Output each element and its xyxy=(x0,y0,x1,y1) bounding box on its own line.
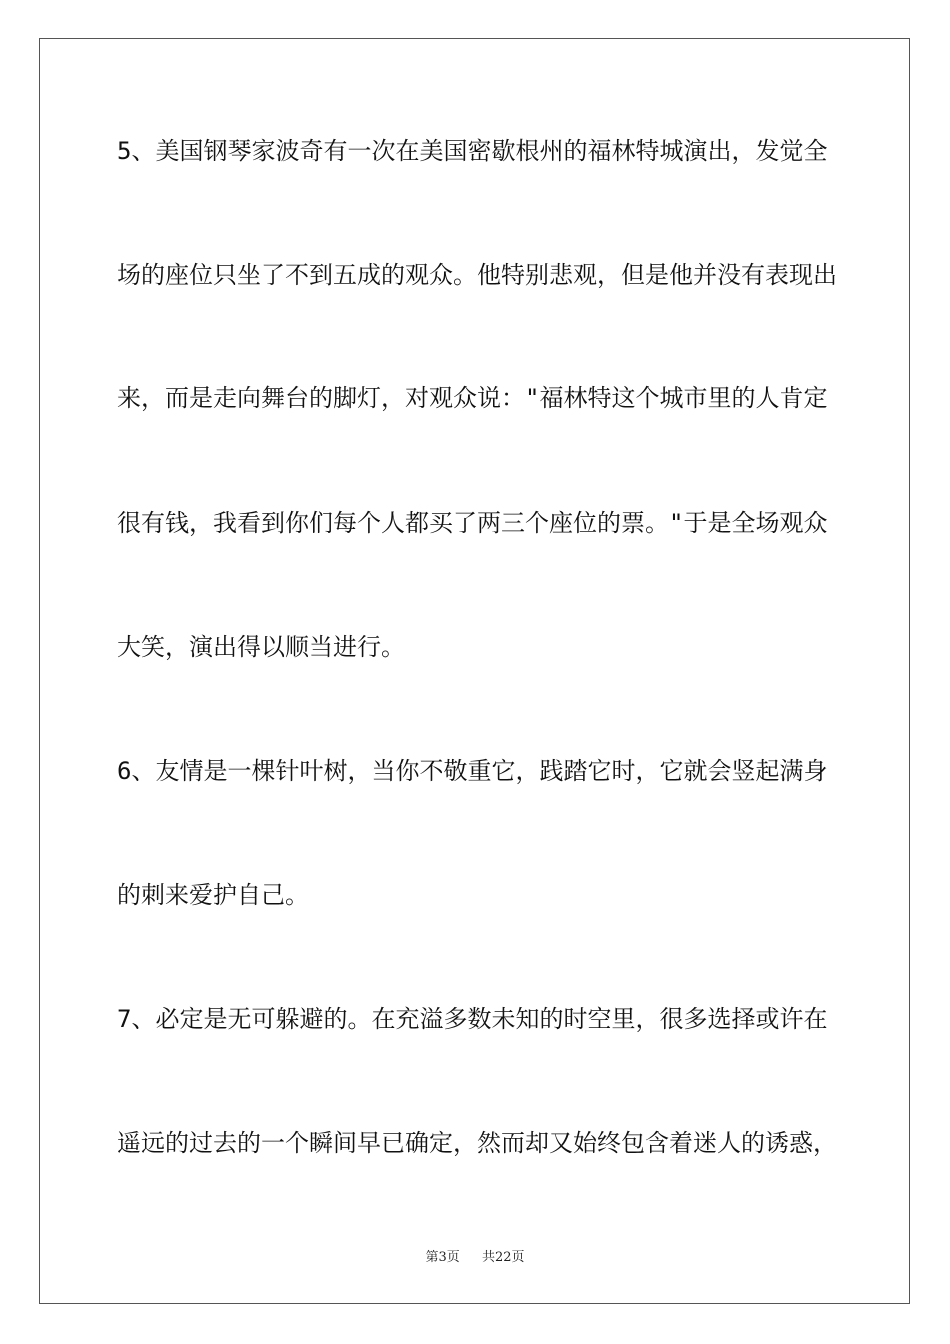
total-pages: 共22页 xyxy=(482,1250,525,1265)
text-line: 场的座位只坐了不到五成的观众。他特别悲观，但是他并没有表现出 xyxy=(117,261,837,289)
text-line: 大笑，演出得以顺当进行。 xyxy=(117,633,405,661)
text-line: 来，而是走向舞台的脚灯，对观众说："福林特这个城市里的人肯定 xyxy=(117,384,828,412)
text-line: 6、友情是一棵针叶树，当你不敬重它，践踏它时，它就会竖起满身 xyxy=(117,757,828,785)
page-border xyxy=(39,38,910,1304)
page-footer xyxy=(0,1246,950,1265)
text-line: 遥远的过去的一个瞬间早已确定，然而却又始终包含着迷人的诱惑， xyxy=(117,1129,837,1157)
text-line: 7、必定是无可躲避的。在充溢多数未知的时空里，很多选择或许在 xyxy=(117,1005,828,1033)
page-number: 第3页 xyxy=(425,1250,460,1265)
text-line: 很有钱，我看到你们每个人都买了两三个座位的票。"于是全场观众 xyxy=(117,509,828,537)
text-line: 的刺来爱护自己。 xyxy=(117,881,309,909)
text-line: 5、美国钢琴家波奇有一次在美国密歇根州的福林特城演出，发觉全 xyxy=(117,137,828,165)
